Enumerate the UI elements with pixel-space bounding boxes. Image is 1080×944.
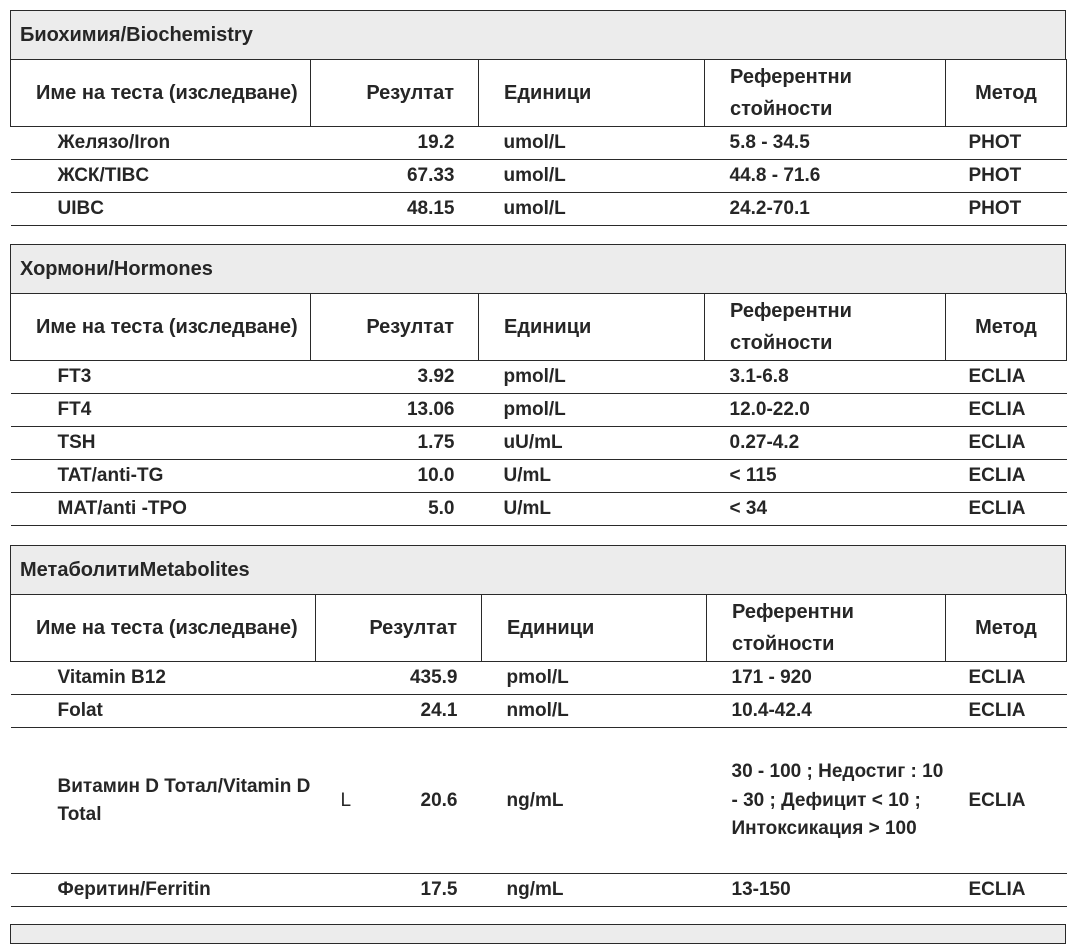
table-row xyxy=(11,127,1067,160)
cell-method: ECLIA xyxy=(946,460,1067,493)
section-title: Биохимия/Biochemistry xyxy=(10,10,1066,59)
cell-test-name: FT3 xyxy=(11,361,311,394)
cell-method: PHOT xyxy=(946,127,1067,160)
header-reference: Референтни стойности xyxy=(705,60,946,127)
result-value: 13.06 xyxy=(406,399,455,420)
section-metabolites xyxy=(10,545,1066,907)
next-section-edge xyxy=(10,924,1066,944)
cell-reference: 12.0-22.0 xyxy=(705,394,946,427)
cell-units: pmol/L xyxy=(479,361,705,394)
table-row xyxy=(11,361,1067,394)
header-result: Резултат xyxy=(311,294,479,361)
table-row xyxy=(11,493,1067,526)
cell-test-name: TAT/anti-TG xyxy=(11,460,311,493)
table-row xyxy=(11,874,1067,907)
cell-reference: 30 - 100 ; Недостиг : 10 - 30 ; Дефицит < 10 ; Интоксикация > 100 xyxy=(707,728,946,874)
cell-result xyxy=(311,127,479,160)
table-row xyxy=(11,662,1067,695)
cell-test-name: Феритин/Ferritin xyxy=(11,874,316,907)
cell-result xyxy=(311,394,479,427)
result-value: 20.6 xyxy=(420,789,458,811)
cell-units: nmol/L xyxy=(482,695,707,728)
result-value: 3.92 xyxy=(417,366,455,387)
result-value: 19.2 xyxy=(417,132,455,153)
cell-result xyxy=(311,460,479,493)
cell-method: ECLIA xyxy=(946,427,1067,460)
cell-method: ECLIA xyxy=(946,662,1067,695)
header-units: Единици xyxy=(482,595,707,662)
cell-units: U/mL xyxy=(479,460,705,493)
cell-test-name: MAT/anti -TPO xyxy=(11,493,311,526)
result-value: 67.33 xyxy=(406,165,455,186)
cell-reference: < 34 xyxy=(705,493,946,526)
header-reference: Референтни стойности xyxy=(707,595,946,662)
cell-result xyxy=(316,695,482,728)
cell-method: PHOT xyxy=(946,193,1067,226)
section-hormones xyxy=(10,244,1066,526)
cell-method: ECLIA xyxy=(946,728,1067,874)
cell-units: U/mL xyxy=(479,493,705,526)
cell-units: ng/mL xyxy=(482,728,707,874)
table-row xyxy=(11,394,1067,427)
cell-units: umol/L xyxy=(479,160,705,193)
results-table xyxy=(10,59,1067,226)
header-reference: Референтни стойности xyxy=(705,294,946,361)
section-title: МетаболитиMetabolites xyxy=(10,545,1066,594)
header-test-name: Име на теста (изследване) xyxy=(11,60,311,127)
cell-reference: 0.27-4.2 xyxy=(705,427,946,460)
cell-method: ECLIA xyxy=(946,361,1067,394)
cell-result xyxy=(316,662,482,695)
result-value: 24.1 xyxy=(420,700,458,721)
cell-reference: 5.8 - 34.5 xyxy=(705,127,946,160)
cell-test-name: Желязо/Iron xyxy=(11,127,311,160)
cell-reference: < 115 xyxy=(705,460,946,493)
cell-test-name: UIBC xyxy=(11,193,311,226)
cell-test-name: ЖСК/TIBC xyxy=(11,160,311,193)
result-value: 1.75 xyxy=(417,432,455,453)
header-method: Метод xyxy=(946,60,1067,127)
header-test-name: Име на теста (изследване) xyxy=(11,294,311,361)
cell-units: pmol/L xyxy=(479,394,705,427)
result-value: 48.15 xyxy=(406,198,455,219)
cell-method: ECLIA xyxy=(946,874,1067,907)
result-value: 5.0 xyxy=(428,498,455,519)
cell-reference: 10.4-42.4 xyxy=(707,695,946,728)
table-row xyxy=(11,728,1067,874)
cell-test-name: Витамин D Тотал/Vitamin D Total xyxy=(11,728,316,874)
results-table xyxy=(10,293,1067,526)
cell-method: ECLIA xyxy=(946,394,1067,427)
cell-result xyxy=(311,160,479,193)
cell-test-name: Folat xyxy=(11,695,316,728)
cell-units: uU/mL xyxy=(479,427,705,460)
table-header-row xyxy=(11,60,1067,127)
header-result: Резултат xyxy=(311,60,479,127)
section-title: Хормони/Hormones xyxy=(10,244,1066,293)
cell-units: umol/L xyxy=(479,127,705,160)
cell-reference: 171 - 920 xyxy=(707,662,946,695)
table-row xyxy=(11,427,1067,460)
cell-units: umol/L xyxy=(479,193,705,226)
cell-reference: 24.2-70.1 xyxy=(705,193,946,226)
cell-test-name: TSH xyxy=(11,427,311,460)
result-flag: L xyxy=(340,789,352,811)
result-value: 10.0 xyxy=(417,465,455,486)
table-header-row xyxy=(11,294,1067,361)
cell-result xyxy=(311,427,479,460)
table-row xyxy=(11,460,1067,493)
cell-result xyxy=(311,193,479,226)
cell-result xyxy=(311,361,479,394)
cell-reference: 3.1-6.8 xyxy=(705,361,946,394)
results-table xyxy=(10,594,1067,907)
header-units: Единици xyxy=(479,294,705,361)
cell-result xyxy=(316,874,482,907)
table-row xyxy=(11,160,1067,193)
cell-units: pmol/L xyxy=(482,662,707,695)
header-method: Метод xyxy=(946,595,1067,662)
table-header-row xyxy=(11,595,1067,662)
cell-method: ECLIA xyxy=(946,695,1067,728)
table-row xyxy=(11,695,1067,728)
header-units: Единици xyxy=(479,60,705,127)
cell-reference: 13-150 xyxy=(707,874,946,907)
result-value: 17.5 xyxy=(420,879,458,900)
header-method: Метод xyxy=(946,294,1067,361)
cell-test-name: FT4 xyxy=(11,394,311,427)
header-test-name: Име на теста (изследване) xyxy=(11,595,316,662)
section-biochemistry xyxy=(10,10,1066,226)
cell-test-name: Vitamin B12 xyxy=(11,662,316,695)
result-value: 435.9 xyxy=(409,667,458,688)
cell-method: PHOT xyxy=(946,160,1067,193)
cell-result xyxy=(311,493,479,526)
cell-result xyxy=(316,728,482,874)
cell-reference: 44.8 - 71.6 xyxy=(705,160,946,193)
table-row xyxy=(11,193,1067,226)
header-result: Резултат xyxy=(316,595,482,662)
cell-method: ECLIA xyxy=(946,493,1067,526)
cell-units: ng/mL xyxy=(482,874,707,907)
